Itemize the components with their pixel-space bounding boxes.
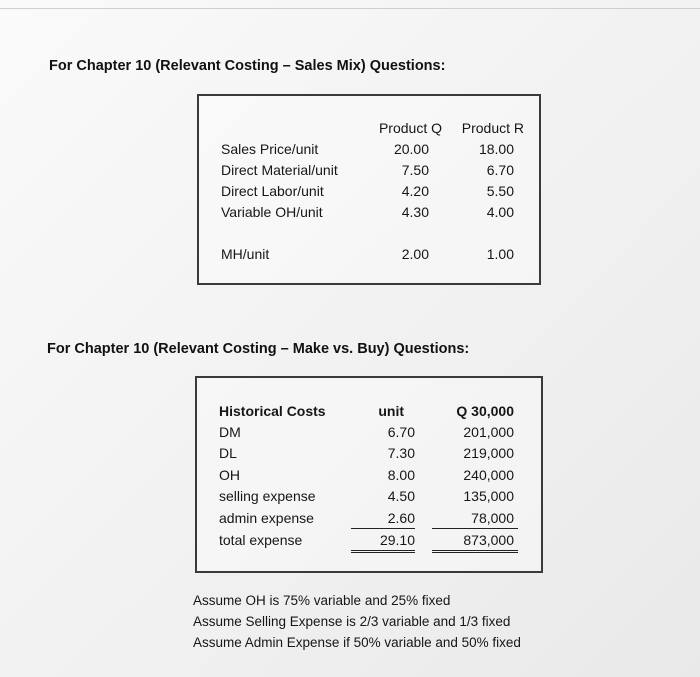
cell-r-mh: 1.00 — [486, 246, 514, 262]
cell-total-admin-expense: 78,000 — [432, 510, 518, 529]
sales-mix-heading: For Chapter 10 (Relevant Costing – Sales Mix) Questions: — [49, 58, 446, 74]
note-selling-expense: Assume Selling Expense is 2/3 variable and 1/3 fixed — [193, 614, 511, 629]
sales-mix-table — [197, 94, 541, 285]
cell-r-sales-price: 18.00 — [478, 141, 514, 157]
row-label-sales-price: Sales Price/unit — [221, 141, 319, 157]
cell-r-variable-oh: 4.00 — [486, 204, 514, 220]
note-oh: Assume OH is 75% variable and 25% fixed — [193, 593, 451, 608]
row-label-mh: MH/unit — [221, 246, 270, 262]
row-label-total-expense: total expense — [219, 532, 303, 548]
cell-total-oh: 240,000 — [463, 467, 514, 483]
cell-unit-oh: 8.00 — [387, 467, 415, 483]
row-label-selling-expense: selling expense — [219, 488, 316, 504]
product-r-header: Product R — [461, 120, 524, 136]
row-label-admin-expense: admin expense — [219, 510, 314, 526]
make-buy-table — [195, 376, 543, 573]
q30000-header: Q 30,000 — [456, 403, 514, 419]
cell-unit-dm: 6.70 — [387, 424, 415, 440]
cell-q-variable-oh: 4.30 — [401, 204, 429, 220]
row-label-direct-labor: Direct Labor/unit — [221, 183, 324, 199]
historical-costs-header: Historical Costs — [219, 403, 326, 419]
row-label-dm: DM — [219, 424, 241, 440]
cell-q-mh: 2.00 — [401, 246, 429, 262]
product-q-header: Product Q — [378, 120, 442, 136]
cell-unit-dl: 7.30 — [387, 445, 415, 461]
cell-q-direct-labor: 4.20 — [401, 183, 429, 199]
cell-total-total-expense: 873,000 — [432, 532, 518, 553]
row-label-direct-material: Direct Material/unit — [221, 162, 338, 178]
cell-total-dl: 219,000 — [463, 445, 514, 461]
cell-total-selling-expense: 135,000 — [463, 488, 514, 504]
cell-r-direct-labor: 5.50 — [486, 183, 514, 199]
cell-r-direct-material: 6.70 — [486, 162, 514, 178]
cell-q-sales-price: 20.00 — [393, 141, 429, 157]
cell-unit-total-expense: 29.10 — [351, 532, 415, 553]
row-label-dl: DL — [219, 445, 237, 461]
top-divider — [0, 8, 700, 9]
row-label-oh: OH — [219, 467, 240, 483]
note-admin-expense: Assume Admin Expense if 50% variable and 50% fixed — [193, 635, 521, 650]
cell-unit-selling-expense: 4.50 — [387, 488, 415, 504]
unit-header: unit — [378, 403, 404, 419]
cell-unit-admin-expense: 2.60 — [351, 510, 415, 529]
cell-total-dm: 201,000 — [463, 424, 514, 440]
row-label-variable-oh: Variable OH/unit — [221, 204, 323, 220]
cell-q-direct-material: 7.50 — [401, 162, 429, 178]
make-buy-heading: For Chapter 10 (Relevant Costing – Make vs. Buy) Questions: — [47, 341, 470, 357]
